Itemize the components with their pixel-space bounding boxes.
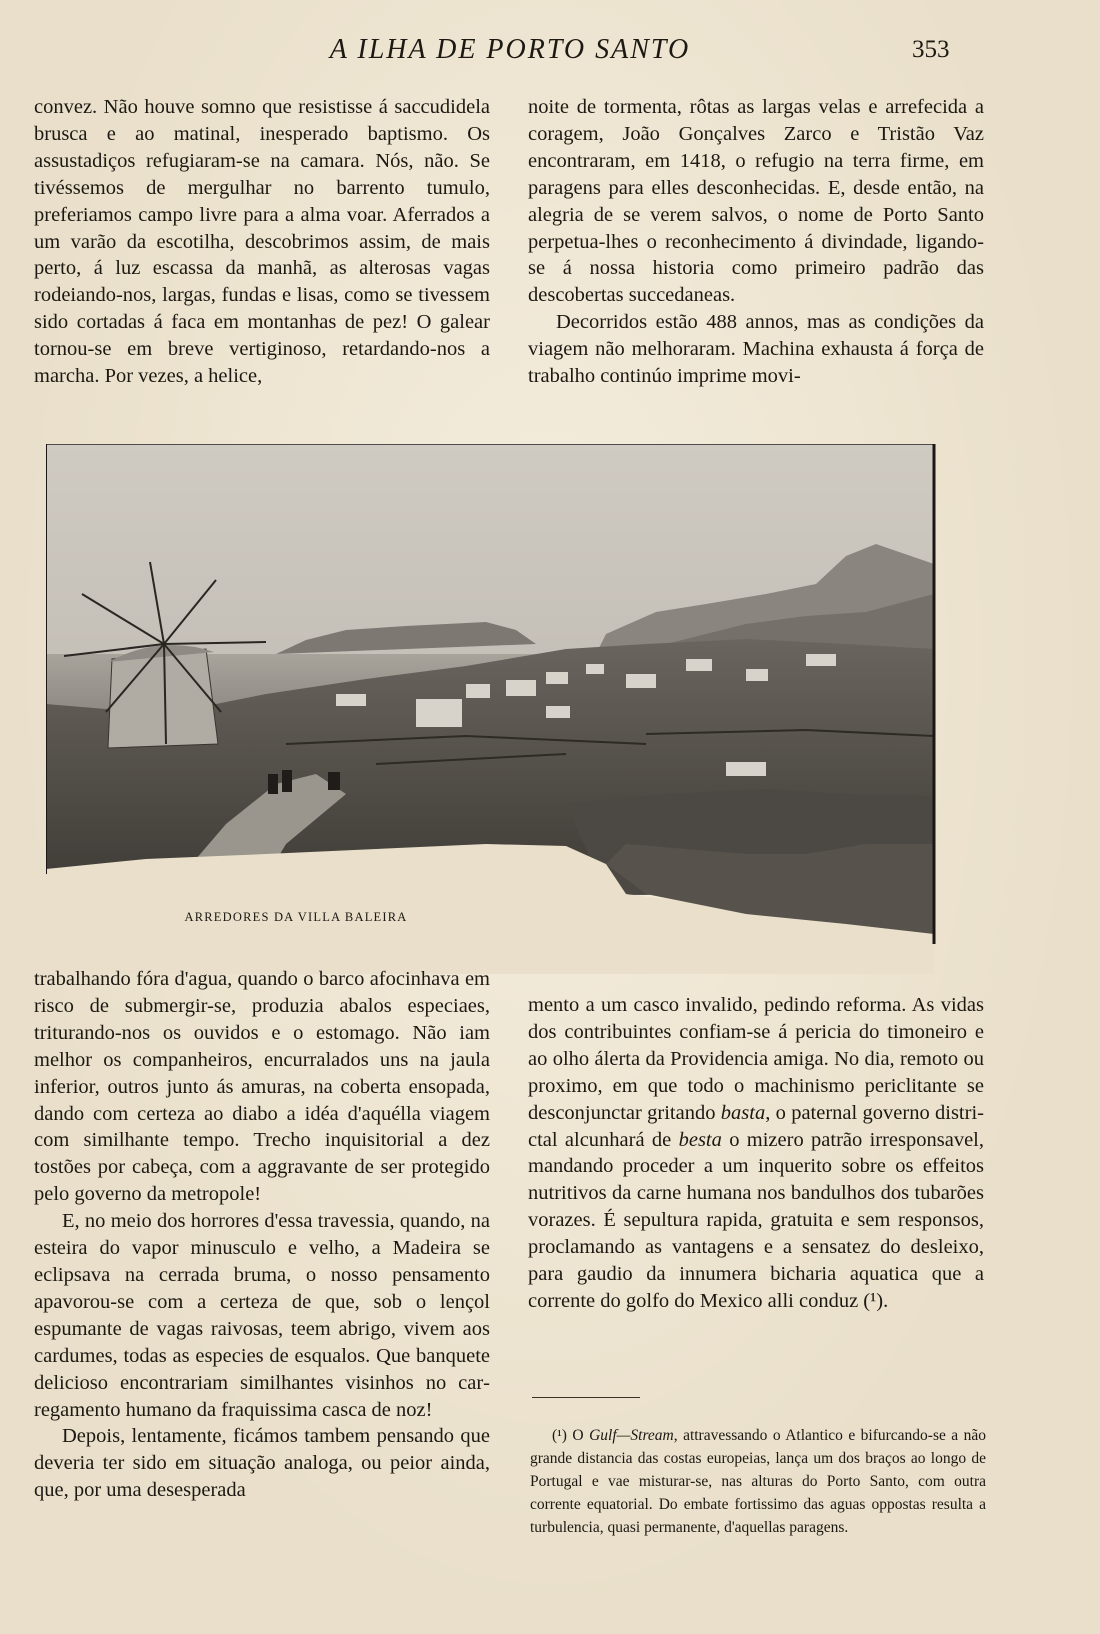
footnote-term: Gulf—Stream (589, 1427, 674, 1444)
paragraph: Decorridos estão 488 annos, mas as condições da viagem não melhoraram. Machina exhausta á força de trabalho continúo imprime movi- (528, 311, 984, 388)
emphasis: besta (678, 1128, 722, 1151)
landscape-photograph (46, 444, 974, 974)
footnote-divider (532, 1397, 640, 1398)
paragraph: E, no meio dos horrores d'essa travessia, quando, na esteira do vapor minusculo e velho, a Madeira se eclipsava na cerrada bruma, o nosso pensamento apavorou-se com a certeza de que, sob o lençol espumante de vagas raivosas, teem abrigo, vivem aos cardumes, todas as especies de esqualos. Que banquete delicioso encontrariam similhantes visinhos no carregamento humano da fraquissima casca de noz! (34, 1210, 490, 1421)
footnote (530, 1424, 986, 1539)
column-bottom-left (34, 966, 490, 1504)
paragraph: convez. Não houve somno que resistisse á saccudidela brusca e ao matinal, inesperado baptismo. Os assustadiços refugiaram-se na camara. Nós, não. Se tivéssemos de mergulhar no barrento tumulo, preferiamos campo livre para a alma voar. Aferrados a um varão da escotilha, descobrimos assim, de mais perto, á luz escassa da manhã, as alterosas vagas rodeiando-nos, largas, fundas e lisas, como se tivessem sido cortadas á faca em montanhas de pez! O galear tornou-se em breve vertiginoso, retardando-nos a marcha. Por vezes, a helice, (34, 96, 490, 388)
running-title: A ILHA DE PORTO SANTO (329, 34, 691, 65)
paragraph: Depois, lentamente, ficámos tambem pensando que deveria ter sido em situação analoga, ou peior ainda, que, por uma desesperada (34, 1425, 490, 1502)
figure-caption: ARREDORES DA VILLA BALEIRA (184, 910, 408, 924)
paragraph: trabalhando fóra d'agua, quando o barco afocinhava em risco de submergir-se, produzia abalos especiaes, triturando-nos os ouvidos e o estomago. Não iam melhor os companheiros, encurralados uns na jaula inferior, outros junto ás amuras, na coberta ensopada, dando com certeza ao diabo a idéa d'aquélla viagem com similhante tempo. Trecho inquisitorial a dez tostões por cabeça, com a aggravante de ser protegido pelo governo da metropole! (34, 968, 490, 1206)
footnote-text: , attravessando o Atlantico e bifurcando-se a não grande distancia das costas europeias, lança um dos braços ao longo de Portugal e vae misturar-se, nas alturas do Porto Santo, com outra corrente equatorial. Do embate fortissimo das aguas oppostas resulta a turbulencia, quasi permanente, d'aquellas paragens. (530, 1427, 987, 1536)
paragraph: noite de tormenta, rôtas as largas velas e arrefecida a coragem, João Gonçalves Zarco e Tristão Vaz encontraram, em 1418, o refugio na terra firme, em paragens para elles desconhecidas. E, desde então, na alegria de se verem salvos, o nome de Porto Santo perpetua-lhes o reconhecimento á divindade, ligando-se á nossa historia como primeiro padrão das descobertas succedaneas. (528, 96, 984, 307)
column-bottom-right (528, 992, 984, 1315)
footnote-marker: (¹) O (552, 1427, 590, 1444)
paragraph (528, 992, 984, 1315)
text-run: o mizero patrão irresponsavel, mandando proceder a um inquerito sobre os effeitos nutritivos da carne humana nos bandulhos dos tubarões vorazes. É sepultura rapida, gratuita e sem responsos, proclamando as vantagens e a sensatez do desleixo, para gaudio da innumera bicharia aquatica que a corrente do golfo do Mexico alli conduz (¹). (528, 1128, 984, 1312)
text-run: mento a um casco invalido, pedindo reforma. As vidas dos contribuintes confiam-se á pericia do timoneiro e ao olho álerta da Providencia amiga. No dia, remoto ou proximo, em que todo o machinismo periclitante se desconjunctar gritando (528, 994, 984, 1124)
text-run: , o paternal governo districtal alcunhará de (528, 1101, 984, 1151)
emphasis: basta (720, 1101, 766, 1124)
column-top-right (528, 94, 984, 390)
page-number: 353 (912, 36, 950, 63)
column-top-left (34, 94, 490, 390)
